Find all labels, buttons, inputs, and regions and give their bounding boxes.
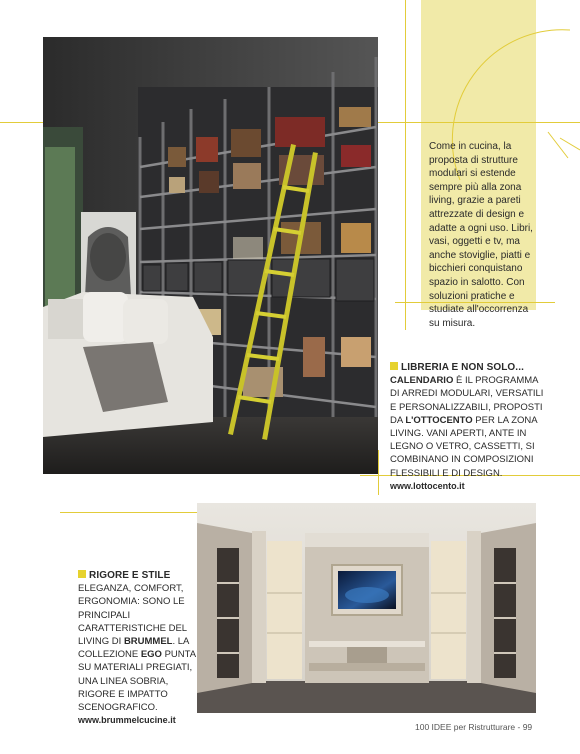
caption-body: ELEGANZA, COMFORT, ERGONOMIA: SONO LE PRINCIPALI CARATTERISTICHE DEL LIVING DI BRUMMEL. LA COLLEZIONE EGO PUNTA SU MATERIALI PREGIATI, UNA LINEA SOBRIA, RIGORE E IMPATTO SCENOGRAFICO. (78, 583, 196, 714)
bookcase-photo (43, 37, 378, 474)
caption-heading: RIGORE E STILE (78, 569, 196, 582)
caption-heading: LIBRERIA E NON SOLO... (390, 361, 548, 374)
bullet-square-icon (78, 570, 86, 578)
bullet-square-icon (390, 362, 398, 370)
caption-lottocento (390, 361, 548, 493)
website-link[interactable]: www.lottocento.it (390, 480, 465, 491)
guide-line (378, 450, 379, 495)
guide-line (405, 0, 406, 330)
page-footer: 100 IDEE per Ristrutturare - 99 (415, 722, 533, 732)
intro-paragraph: Come in cucina, la proposta di strutture modulari si estende sempre più alla zona living, grazie a pareti attrezzate di design e adatte a ogni uso. Libri, vasi, oggetti e tv, ma anche stoviglie, piatti e bicchieri conquistano spazio in salotto. Con soluzioni pratiche e studiate all'occorrenza su misura. (429, 141, 533, 329)
wall-unit-photo (197, 503, 536, 713)
website-link[interactable]: www.brummelcucine.it (78, 715, 176, 726)
guide-line (60, 512, 200, 513)
caption-brummel (78, 569, 196, 727)
caption-body: CALENDARIO È IL PROGRAMMA DI ARREDI MODULARI, VERSATILI E PERSONALIZZABILI, PROPOSTI DA L'OTTOCENTO PER LA ZONA LIVING. VANI APERTI, ANTE IN LEGNO O VETRO, CASSETTI, SI COMBINANO IN COMPOSIZIONI FLESSIBILI E DI DESIGN. (390, 375, 544, 479)
